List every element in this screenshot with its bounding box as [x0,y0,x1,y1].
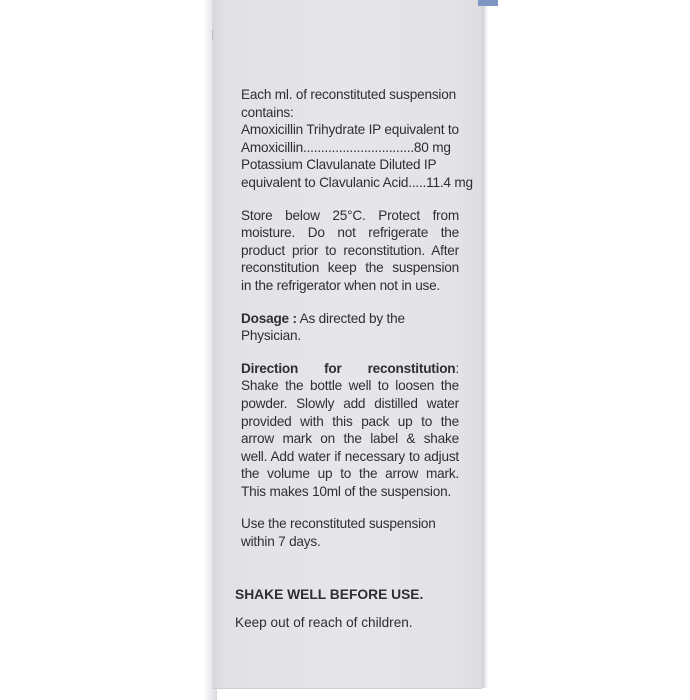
amoxicillin-line-2 [241,139,459,157]
dosage-line-2: Physician. [241,328,301,344]
direction-line: well. Add water if necessary to adjust [241,448,459,464]
composition-intro-1: Each ml. of reconstituted suspension [241,87,456,102]
direction-colon: : [455,360,459,376]
use-within-line: Use the reconstituted suspension [241,516,436,532]
direction-heading-line [241,360,459,378]
clavulanate-line-1: Potassium Clavulanate Diluted IP [241,157,437,173]
use-within-line: within 7 days. [241,534,321,550]
dosage-heading: Dosage : [241,310,297,326]
dosage-text: As directed by the [299,310,405,326]
dosage-block [241,310,459,345]
storage-line: Store below 25°C. Protect from [241,207,459,223]
label-text [241,86,473,566]
composition-block [241,86,473,192]
shake-warning: SHAKE WELL BEFORE USE. [235,587,424,602]
dosage-line-1 [241,310,459,328]
clavulanate-line-2: equivalent to Clavulanic Acid.....11.4 mg [241,174,473,190]
children-warning: Keep out of reach of children. [235,615,413,630]
direction-line: the volume up to the arrow mark. [241,466,459,482]
amoxicillin-line-1: Amoxicillin Trihydrate IP equivalent to [241,122,459,138]
direction-line: provided with this pack up to the [241,413,459,429]
storage-block [241,207,459,295]
use-within-block [241,515,459,550]
direction-block [241,360,459,501]
carton-right-side [482,0,488,688]
direction-line: powder. Slowly add distilled water [241,395,459,411]
amoxicillin-leader-dots: ............................... [303,139,414,155]
amoxicillin-quantity: 80 mg [413,139,451,155]
amoxicillin-name: Amoxicillin [241,139,304,155]
carton-top-accent [478,0,498,6]
composition-intro-2: contains: [241,104,294,120]
storage-line: reconstitution keep the suspension [241,260,459,276]
direction-line: Shake the bottle well to loosen the [241,378,459,394]
storage-line: in the refrigerator when not in use. [241,277,441,293]
direction-heading: Direction for reconstitution [241,360,456,376]
direction-line: This makes 10ml of the suspension. [241,483,452,499]
carton-crease [212,30,217,40]
direction-line: arrow mark on the label & shake [241,431,459,447]
storage-line: moisture. Do not refrigerate the [241,225,459,241]
storage-line: product prior to reconstitution. After [241,242,459,258]
